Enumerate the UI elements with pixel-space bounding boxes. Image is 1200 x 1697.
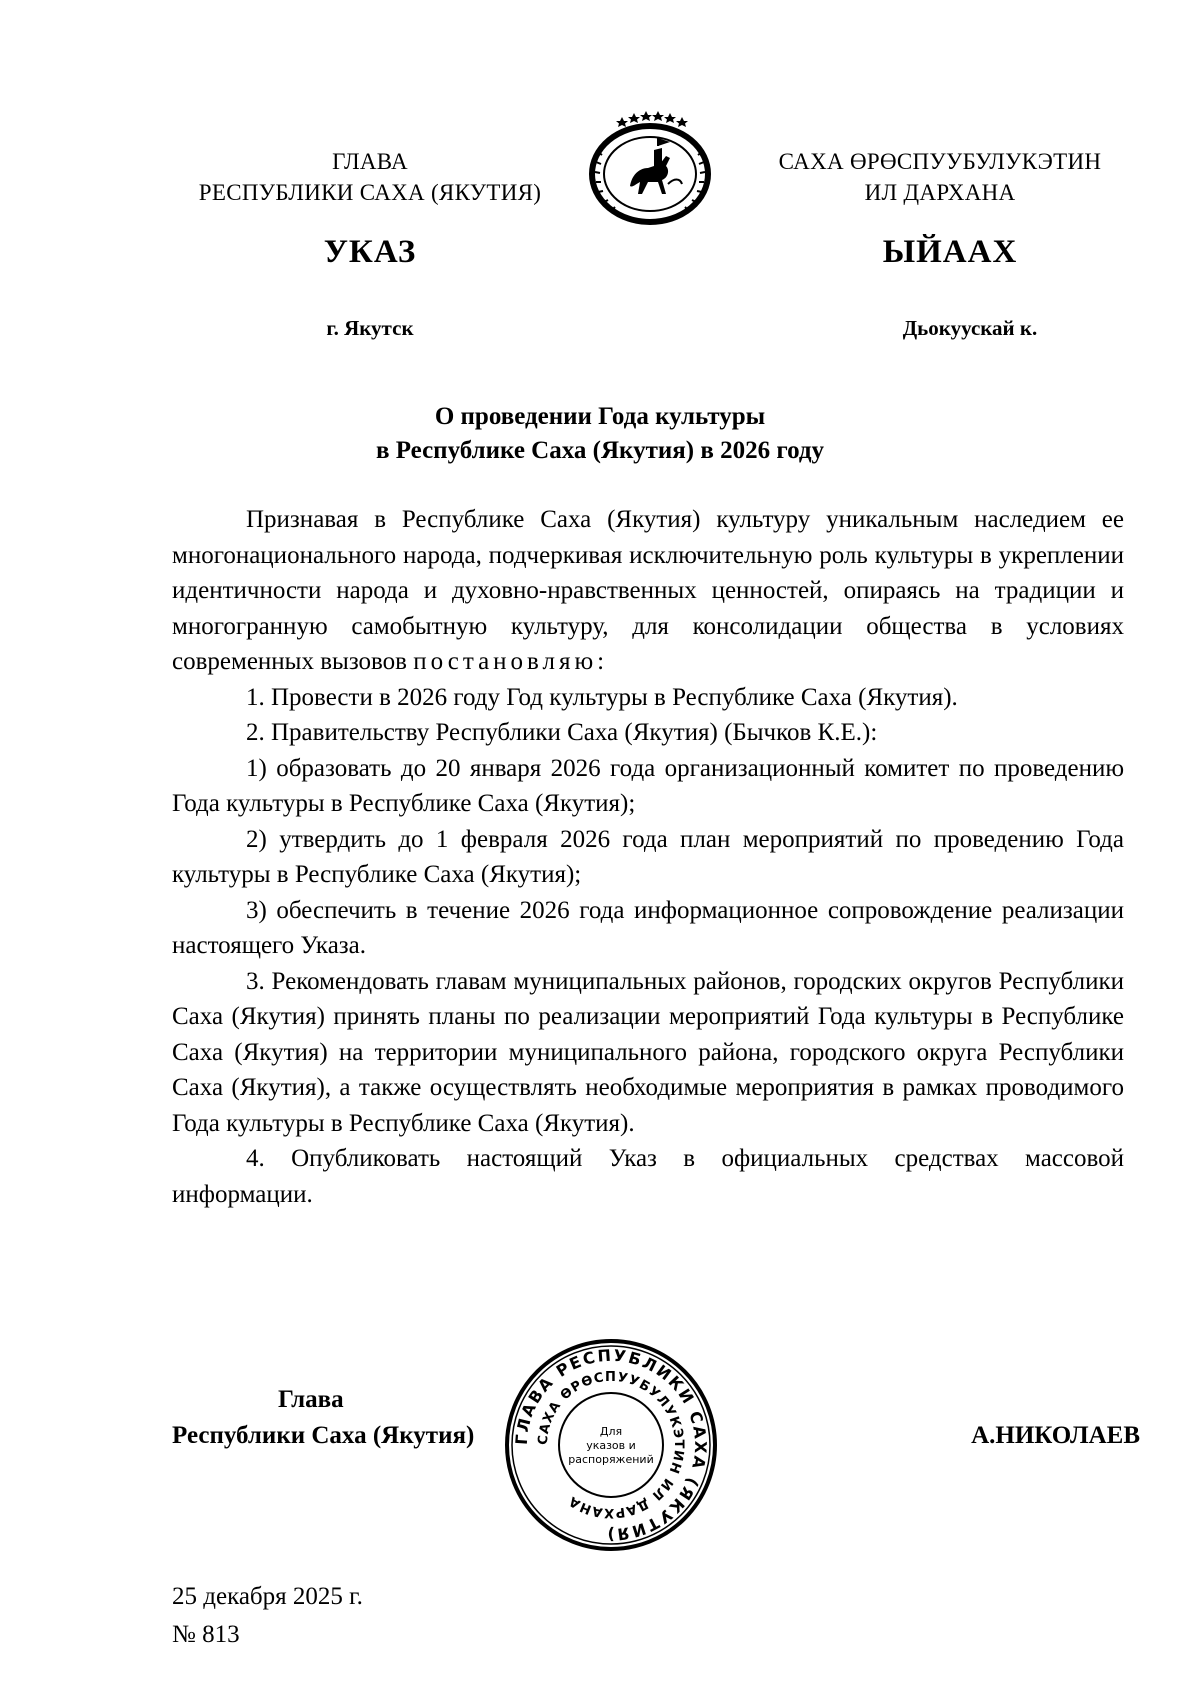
- issuer-right-line2: ИЛ ДАРХАНА: [864, 180, 1016, 205]
- doc-type-left: УКАЗ: [323, 234, 417, 270]
- preamble-verb: постановляю:: [413, 648, 609, 675]
- seal-outer-text-value: ГЛАВА РЕСПУБЛИКИ САХА (ЯКУТИЯ): [511, 1345, 711, 1545]
- seal-center-line2: указов и: [586, 1439, 636, 1452]
- signature-position-line2: Республики Саха (Якутия): [172, 1422, 475, 1449]
- item-2-3: 3) обеспечить в течение 2026 года информационное сопровождение реализации настоящего Указа.: [172, 896, 1124, 959]
- issuer-left: [150, 146, 590, 208]
- item-4: 4. Опубликовать настоящий Указ в официальных средствах массовой информации.: [172, 1145, 1124, 1208]
- signatory-name: А.НИКОЛАЕВ: [971, 1422, 1140, 1449]
- seal-center-line1: Для: [599, 1425, 623, 1438]
- preamble-text: Признавая в Республике Саха (Якутия) культуру уникальным наследием ее многонационального народа, подчеркивая исключительную роль культуры в укреплении идентичности народа и духовно-нравственных ценностей, опираясь на традиции и многогранную самобытную культуру, для консолидации общества в условиях современных вызовов: [172, 506, 1124, 675]
- item-2: 2. Правительству Республики Саха (Якутия) (Бычков К.Е.):: [246, 719, 878, 746]
- item-3: 3. Рекомендовать главам муниципальных районов, городских округов Республики Саха (Якутия) принять планы по реализации мероприятий Года культуры в Республике Саха (Якутия) на территории муниципального района, городского округа Республики Саха (Якутия), а также осуществлять необходимые мероприятия в рамках проводимого Года культуры в Республике Саха (Якутия).: [172, 967, 1124, 1137]
- item-2-2: 2) утвердить до 1 февраля 2026 года план мероприятий по проведению Года культуры в Республике Саха (Якутия);: [172, 825, 1124, 888]
- issuer-right: [750, 146, 1130, 208]
- issuer-left-line1: ГЛАВА: [332, 149, 408, 174]
- issuer-left-line2: РЕСПУБЛИКИ САХА (ЯКУТИЯ): [198, 180, 542, 205]
- signature-position-line1: Глава: [278, 1386, 344, 1413]
- city-left: г. Якутск: [326, 316, 414, 340]
- document-date: 25 декабря 2025 г.: [172, 1583, 363, 1610]
- document-body: [172, 502, 1124, 1212]
- doc-type-right: ЫЙААХ: [882, 234, 1018, 270]
- seal-inner-text-value: САХА ӨРӨСПУУБУЛУКЭТИН ИЛ ДАРХАНА: [535, 1369, 687, 1521]
- item-1: 1. Провести в 2026 году Год культуры в Республике Саха (Якутия).: [246, 683, 958, 711]
- official-seal-icon: [502, 1336, 720, 1554]
- item-2-1: 1) образовать до 20 января 2026 года организационный комитет по проведению Года культуры в Республике Саха (Якутия);: [172, 754, 1124, 817]
- signature-position: [172, 1382, 512, 1454]
- title-line1: О проведении Года культуры: [434, 403, 766, 430]
- city-right: Дьокуускай к.: [902, 316, 1038, 340]
- seal-center-line3: распоряжений: [568, 1453, 654, 1466]
- document-title: [0, 400, 1200, 468]
- title-line2: в Республике Саха (Якутия) в 2026 году: [375, 437, 825, 464]
- yakutia-coat-of-arms-icon: [582, 108, 718, 228]
- issuer-right-line1: САХА ӨРӨСПУУБУЛУКЭТИН: [778, 149, 1102, 174]
- preamble: [172, 502, 1124, 680]
- document-number: № 813: [172, 1621, 240, 1648]
